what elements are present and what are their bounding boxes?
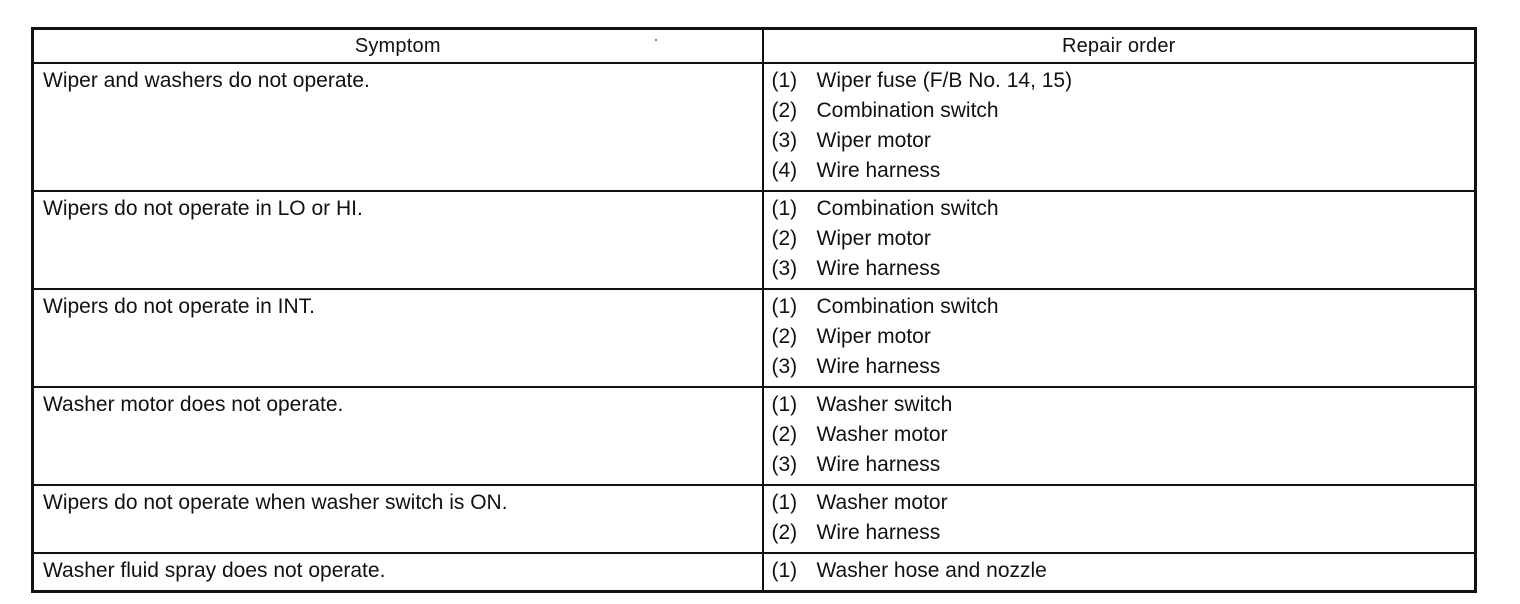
repair-step-text: Wiper motor xyxy=(816,325,931,348)
repair-order-column-header: Repair order xyxy=(763,29,1476,64)
troubleshooting-document xyxy=(31,27,1474,593)
repair-step xyxy=(772,488,1467,518)
repair-step-number: (1) xyxy=(771,69,798,92)
repair-step xyxy=(772,556,1467,586)
repair-order-cell xyxy=(763,63,1476,191)
repair-step xyxy=(772,352,1467,382)
symptom-cell: Washer motor does not operate. xyxy=(33,387,763,485)
table-row xyxy=(33,485,1476,553)
repair-step xyxy=(772,390,1467,420)
repair-step-number: (1) xyxy=(771,295,798,318)
symptom-cell: Washer fluid spray does not operate. xyxy=(33,553,763,592)
table-row xyxy=(33,553,1476,592)
repair-step-text: Combination switch xyxy=(816,99,999,122)
table-row xyxy=(33,289,1476,387)
repair-step xyxy=(772,420,1467,450)
repair-step-text: Wire harness xyxy=(816,355,941,378)
repair-step xyxy=(772,96,1467,126)
table-body xyxy=(33,63,1476,592)
table-row xyxy=(33,387,1476,485)
repair-order-cell xyxy=(763,387,1476,485)
repair-step-number: (3) xyxy=(771,257,798,280)
repair-step xyxy=(772,254,1467,284)
repair-step-number: (2) xyxy=(771,325,798,348)
repair-step-number: (1) xyxy=(771,393,798,416)
repair-order-cell xyxy=(763,485,1476,553)
repair-step-text: Wiper motor xyxy=(816,227,931,250)
repair-order-cell xyxy=(763,553,1476,592)
repair-step-text: Wire harness xyxy=(816,257,941,280)
table-header xyxy=(33,29,1476,64)
repair-step-number: (2) xyxy=(771,227,798,250)
repair-step-text: Combination switch xyxy=(816,197,999,220)
symptom-repair-table xyxy=(31,27,1477,593)
repair-step-text: Wiper fuse (F/B No. 14, 15) xyxy=(816,69,1073,92)
symptom-cell: Wipers do not operate in INT. xyxy=(33,289,763,387)
repair-step-text: Washer hose and nozzle xyxy=(816,559,1047,582)
repair-step-number: (1) xyxy=(771,197,798,220)
repair-step-text: Washer switch xyxy=(816,393,953,416)
repair-step xyxy=(772,156,1467,186)
table-row xyxy=(33,63,1476,191)
repair-step xyxy=(772,292,1467,322)
repair-step xyxy=(772,322,1467,352)
repair-step-number: (4) xyxy=(771,159,798,182)
symptom-cell: Wipers do not operate when washer switch is ON. xyxy=(33,485,763,553)
header-row xyxy=(33,29,1476,64)
repair-step xyxy=(772,450,1467,480)
repair-step-number: (3) xyxy=(771,453,798,476)
symptom-column-header: Symptom xyxy=(33,29,763,64)
table-row xyxy=(33,191,1476,289)
repair-step-number: (3) xyxy=(771,129,798,152)
repair-step xyxy=(772,224,1467,254)
repair-step-number: (2) xyxy=(771,423,798,446)
repair-step-text: Washer motor xyxy=(816,491,948,514)
repair-order-cell xyxy=(763,191,1476,289)
repair-step-number: (1) xyxy=(771,559,798,582)
repair-step-number: (3) xyxy=(771,355,798,378)
repair-step-text: Wire harness xyxy=(816,453,941,476)
repair-step-number: (2) xyxy=(771,99,798,122)
repair-step-number: (2) xyxy=(771,521,798,544)
repair-step xyxy=(772,194,1467,224)
repair-step xyxy=(772,126,1467,156)
symptom-cell: Wiper and washers do not operate. xyxy=(33,63,763,191)
repair-step-text: Washer motor xyxy=(816,423,948,446)
repair-order-cell xyxy=(763,289,1476,387)
repair-step-number: (1) xyxy=(771,491,798,514)
repair-step-text: Wire harness xyxy=(816,521,941,544)
repair-step xyxy=(772,518,1467,548)
repair-step xyxy=(772,66,1467,96)
repair-step-text: Wire harness xyxy=(816,159,941,182)
symptom-cell: Wipers do not operate in LO or HI. xyxy=(33,191,763,289)
repair-step-text: Combination switch xyxy=(816,295,999,318)
repair-step-text: Wiper motor xyxy=(816,129,931,152)
